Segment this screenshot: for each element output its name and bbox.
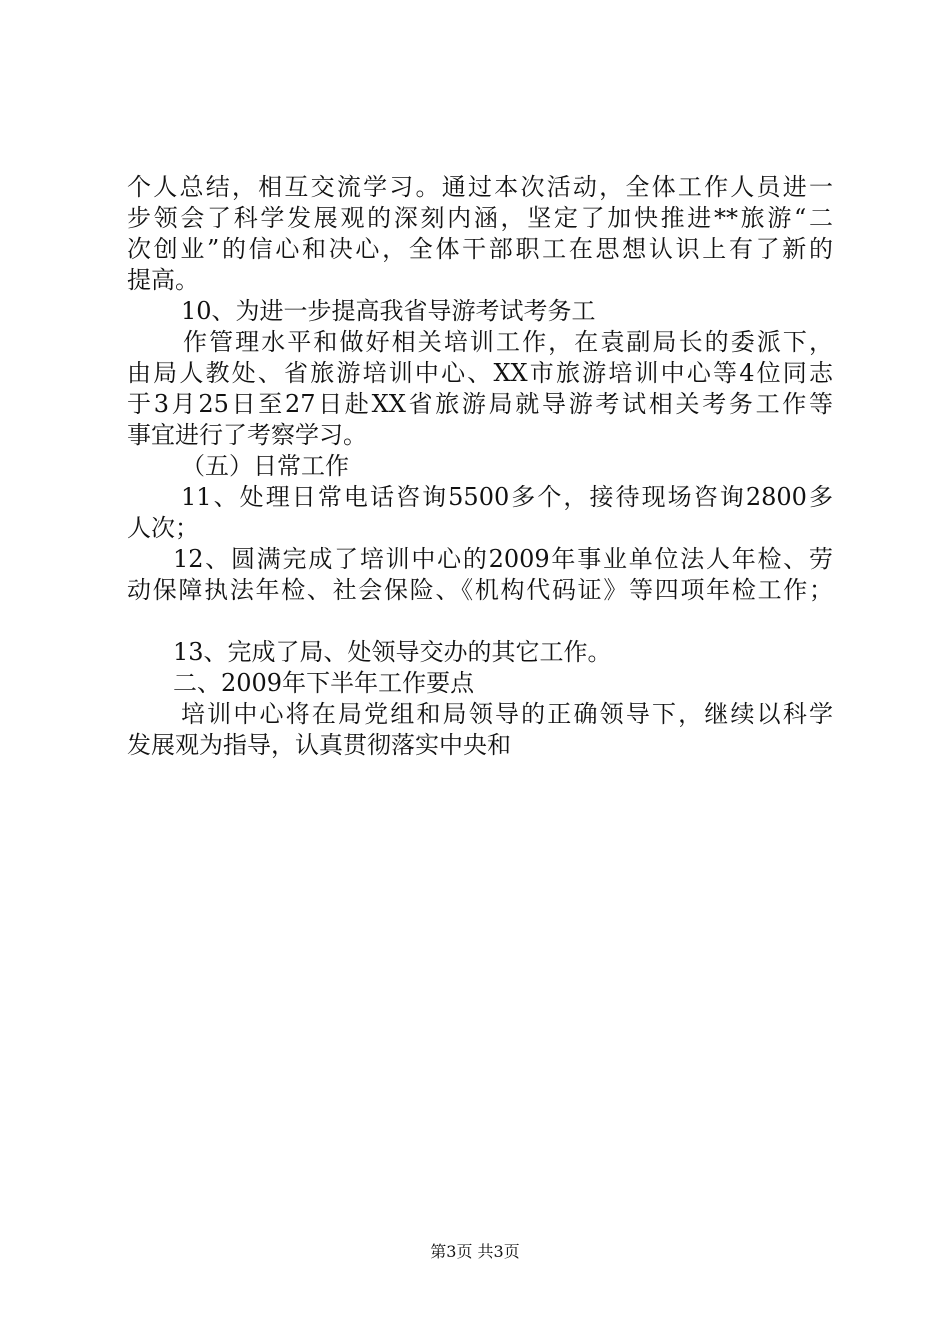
text-line: 个人总结，相互交流学习。通过本次活动，全体工作人员进一 [127, 173, 833, 201]
text-line: 事宜进行了考察学习。 [127, 421, 367, 449]
paragraph-13: 13、完成了局、处领导交办的其它工作。 [173, 638, 612, 666]
paragraph-work-plan-start: 培训中心将在局党组和局领导的正确领导下，继续以科学 [181, 700, 833, 728]
section-heading-daily-work: （五）日常工作 [181, 452, 349, 480]
text-line: 人次； [127, 514, 199, 542]
document-body [127, 172, 833, 761]
paragraph-12-start: 12、圆满完成了培训中心的2009年事业单位法人年检、劳 [173, 545, 833, 573]
text-line: 于3月25日至27日赴XX省旅游局就导游考试相关考务工作等 [127, 390, 833, 418]
text-line: 由局人教处、省旅游培训中心、XX市旅游培训中心等4位同志 [127, 359, 833, 387]
text-line: 提高。 [127, 266, 199, 294]
text-line: 次创业”的信心和决心，全体干部职工在思想认识上有了新的 [127, 235, 833, 263]
text-line: 发展观为指导，认真贯彻落实中央和 [127, 731, 511, 759]
section-heading-second-half: 二、2009年下半年工作要点 [173, 669, 475, 697]
blank-line [127, 606, 833, 637]
text-line: 作管理水平和做好相关培训工作，在袁副局长的委派下， [183, 328, 833, 356]
text-line: 动保障执法年检、社会保险、《机构代码证》等四项年检工作； [127, 576, 833, 604]
page-footer: 第3页 共3页 [430, 1242, 520, 1261]
text-line: 步领会了科学发展观的深刻内涵，坚定了加快推进**旅游“二 [127, 204, 833, 232]
paragraph-11-start: 11、处理日常电话咨询5500多个，接待现场咨询2800多 [181, 483, 833, 511]
paragraph-10-start: 10、为进一步提高我省导游考试考务工 [181, 297, 596, 325]
